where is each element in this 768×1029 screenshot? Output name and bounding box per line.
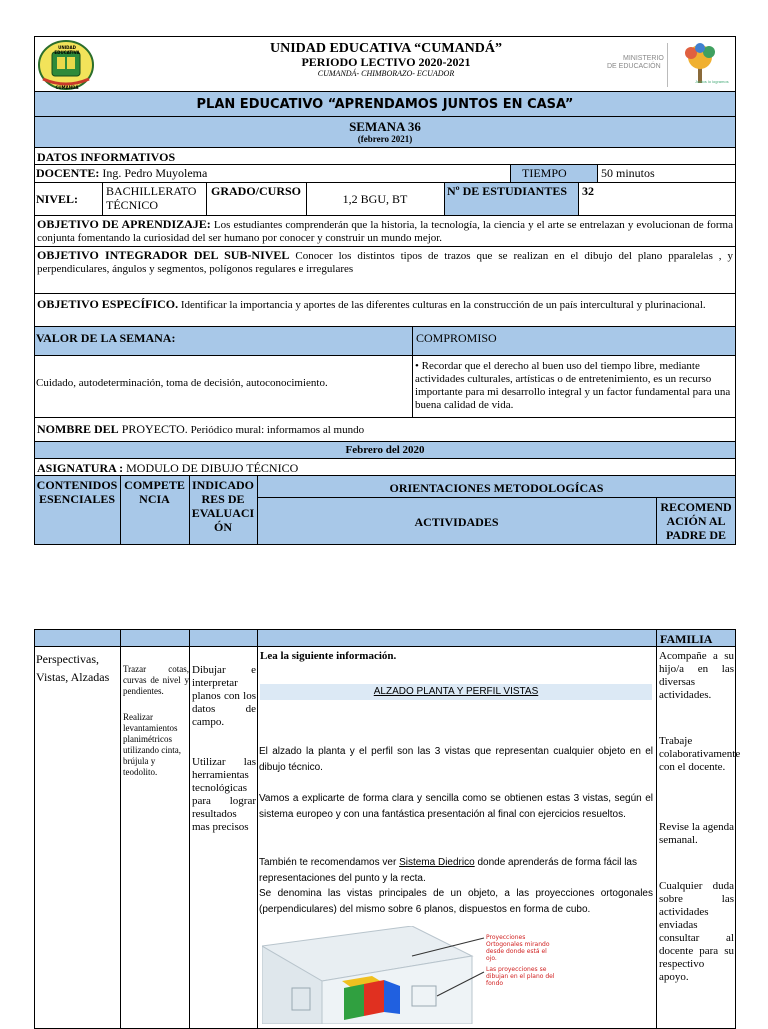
logo-top-text: UNIDAD EDUCATIVA (54, 45, 80, 55)
objetivo-integrador: OBJETIVO INTEGRADOR DEL SUB-NIVEL Conocer los distintos tipos de trazos que se realizan en el dibujo del plano pparalelas , y perpendiculares, ángulos y segmentos, polígonos regulares e irregulares (34, 246, 736, 294)
month-bar: Febrero del 2020 (34, 441, 736, 459)
grado-value: 1,2 BGU, BT (342, 192, 408, 206)
compromiso-label: COMPROMISO (416, 331, 497, 345)
rec-2: Trabaje colaborativamente con el docente. (659, 735, 741, 773)
tiempo-value: 50 minutos (601, 166, 655, 180)
estudiantes-value: 32 (582, 184, 594, 198)
datos-label: DATOS INFORMATIVOS (37, 150, 176, 164)
estudiantes-label: Nº DE ESTUDIANTES (447, 184, 567, 198)
objetivo-aprendizaje: OBJETIVO DE APRENDIZAJE: Los estudiantes comprenderán que la historia, la tecnología, la ciencia y el arte se entrelazan y evolucionan de forma conjunta fomentando la curiosidad del ser humano por conocer y construir un mundo mejor. (34, 215, 736, 247)
docente-cell: DOCENTE: Ing. Pedro Muyolema (36, 166, 208, 180)
logo-bottom-text: CUMANDÁ (55, 85, 79, 90)
valor-label: VALOR DE LA SEMANA: (36, 331, 176, 345)
week-band (34, 116, 736, 148)
figure-label-1: Proyecciones Ortogonales mirando desde donde está el ojo. (486, 934, 550, 962)
sistema-diedrico-link[interactable]: Sistema Diedrico (399, 857, 475, 868)
week-title: SEMANA 36 (349, 119, 421, 134)
act-lead: Lea la siguiente información. (260, 650, 397, 662)
rec-1: Acompañe a su hijo/a en las diversas actividades. (659, 650, 734, 701)
valor-text: Cuidado, autodeterminación, toma de decisión, autoconocimiento. (36, 377, 328, 389)
figure-label-2: Las proyecciones se dibujan en el plano del fondo (486, 966, 555, 987)
head-recomendacion: RECOMEND ACIÓN AL PADRE DE (660, 500, 732, 542)
plan-title: PLAN EDUCATIVO “APRENDAMOS JUNTOS EN CASA” (196, 97, 574, 112)
act-heading-band (260, 684, 652, 700)
tiempo-label: TIEMPO (522, 166, 567, 180)
act-heading: ALZADO PLANTA Y PERFIL VISTAS (373, 686, 539, 697)
nivel-label: NIVEL: (36, 192, 79, 206)
head-actividades: ACTIVIDADES (414, 515, 499, 529)
plan-title-band (34, 91, 736, 117)
rec-3: Revise la agenda semanal. (659, 821, 734, 846)
asignatura-row: ASIGNATURA : MODULO DE DIBUJO TÉCNICO (34, 458, 736, 476)
head-orientaciones: ORIENTACIONES METODOLOGÍCAS (389, 481, 604, 495)
head-indicadores: INDICADO RES DE EVALUACI ÓN (191, 478, 255, 534)
week-sub: (febrero 2021) (357, 134, 413, 144)
school-period: PERIODO LECTIVO 2020-2021 (301, 55, 471, 69)
competencia-2: Realizar levantamientos planimétricos utilizando cinta, brújula y teodolito. (123, 712, 181, 777)
rec-4: Cualquier duda sobre las actividades enviadas consultar al docente para su respectivo apoyo. (659, 880, 734, 983)
school-location: CUMANDÁ- CHIMBORAZO- ECUADOR (317, 69, 455, 78)
objetivo-especifico: OBJETIVO ESPECÍFICO. Identificar la importancia y aportes de las diferentes culturas en la construcción de un país intercultural y plurinacional. (34, 293, 736, 327)
act-p3: También te recomendamos ver Sistema Diedrico donde aprenderás de forma fácil las representaciones del punto y la recta. (259, 857, 637, 884)
indicadores-2: Utilizar las herramientas tecnológicas para lograr resultados mas precisos (192, 756, 256, 833)
nivel-value: BACHILLERATO TÉCNICO (106, 184, 197, 212)
ministry-logo: MINISTERIO DE EDUCACIÓN Juntos lo logramos (595, 41, 735, 89)
datos-row (34, 147, 736, 165)
head-contenidos: CONTENIDOS ESENCIALES (36, 478, 118, 506)
indicadores-1: Dibujar e interpretar planos con los datos de campo. (192, 664, 256, 728)
familia-label: FAMILIA (660, 632, 713, 646)
school-name: UNIDAD EDUCATIVA “CUMANDÁ” (269, 41, 503, 56)
act-p2: Vamos a explicarte de forma clara y sencilla como se obtienen estas 3 vistas, según el sistema europeo y con una fantástica presentación al final con ejercicios resueltos. (259, 793, 653, 820)
project-row: NOMBRE DEL PROYECTO. Periódico mural: informamos al mundo (34, 417, 736, 442)
act-p1: El alzado la planta y el perfil son las 3 vistas que representan cualquier objeto en el dibujo técnico. (259, 746, 653, 773)
compromiso-text: • Recordar que el derecho al buen uso del tiempo libre, mediante actividades culturales, artísticas o de entretenimiento, es un recurso importante para mi desarrollo integral y un factor fundamental para una buena calidad de vida. (415, 360, 731, 411)
act-p4: Se denomina las vistas principales de un objeto, a las proyecciones ortogonales (perpendiculares) del mismo sobre 6 planos, dispuestos en forma de cubo. (259, 888, 653, 915)
header-box (34, 36, 736, 92)
school-logo (37, 39, 95, 91)
projection-figure (262, 926, 652, 1024)
contenidos-cell: Perspectivas, Vistas, Alzadas (36, 652, 110, 684)
grado-label: GRADO/CURSO (211, 184, 302, 198)
head-competencia: COMPETE NCIA (124, 478, 185, 506)
competencia-1: Trazar cotas, curvas de nivel y pendientes. (123, 664, 189, 696)
cube-projection-illustration (262, 926, 652, 1024)
